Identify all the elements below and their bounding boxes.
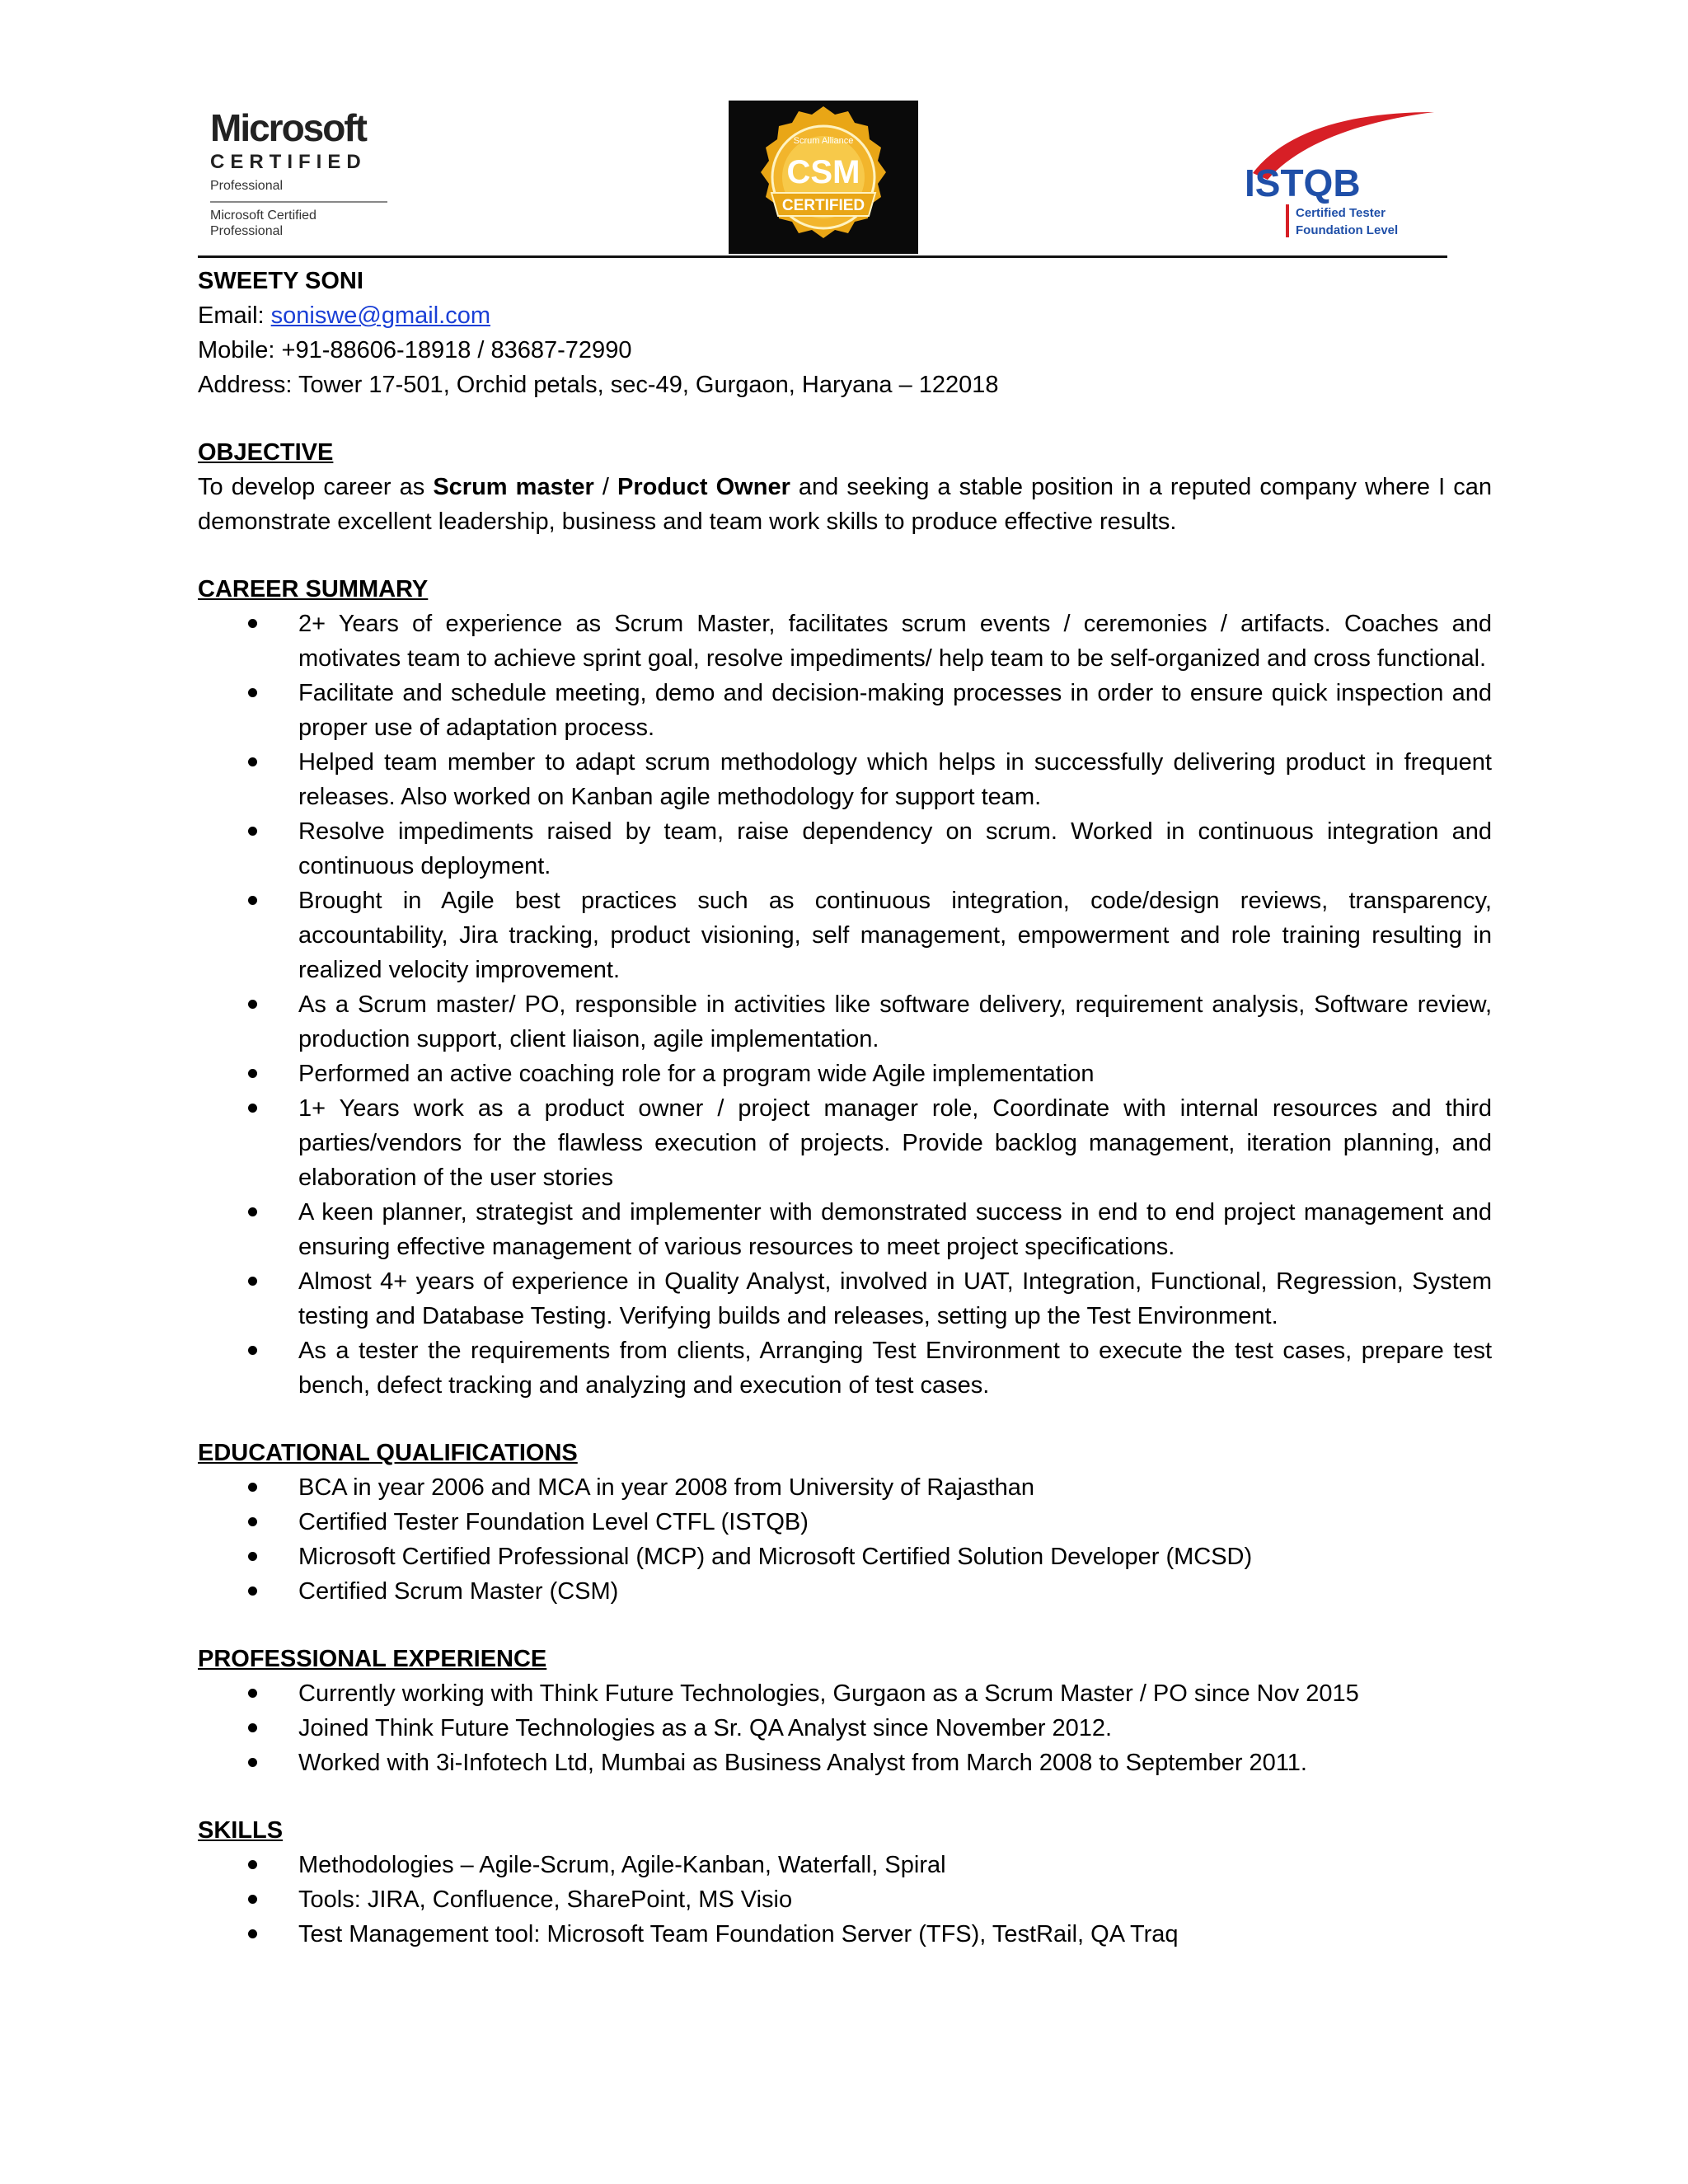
experience-heading: PROFESSIONAL EXPERIENCE (198, 1646, 547, 1672)
microsoft-level-text: Professional (210, 179, 284, 193)
csm-seal-icon (729, 101, 918, 254)
list-item: Worked with 3i-Infotech Ltd, Mumbai as Business Analyst from March 2008 to September 2011. (198, 1746, 1492, 1780)
spacer (198, 539, 1492, 572)
list-item: Methodologies – Agile-Scrum, Agile-Kanban, Waterfall, Spiral (198, 1848, 1492, 1882)
csm-ribbon-text: CERTIFIED (781, 197, 865, 214)
skills-heading: SKILLS (198, 1817, 284, 1844)
objective-text (198, 470, 1492, 539)
list-item: Almost 4+ years of experience in Quality Analyst, involved in UAT, Integration, Functional, Regression, System testing and Database Testing. Verifying builds and releases, setting up the Test Environment. (198, 1264, 1492, 1333)
csm-top-text: Scrum Alliance (793, 136, 854, 146)
email-label: Email: (198, 302, 271, 329)
list-item: Facilitate and schedule meeting, demo and decision-making processes in order to ensure quick inspection and proper use of adaptation process. (198, 676, 1492, 745)
skills-list (198, 1848, 1492, 1952)
education-heading: EDUCATIONAL QUALIFICATIONS (198, 1440, 578, 1466)
list-item: As a Scrum master/ PO, responsible in activities like software delivery, requirement analysis, Software review, production support, client liaison, agile implementation. (198, 987, 1492, 1057)
list-item: Microsoft Certified Professional (MCP) and Microsoft Certified Solution Developer (MCSD) (198, 1540, 1492, 1574)
list-item: 2+ Years of experience as Scrum Master, facilitates scrum events / ceremonies / artifacts. Coaches and motivates team to achieve sprint goal, resolve impediments/ help team to be self-organized and cross functional. (198, 607, 1492, 676)
list-item: Test Management tool: Microsoft Team Foundation Server (TFS), TestRail, QA Traq (198, 1917, 1492, 1952)
istqb-red-bar (1286, 204, 1289, 237)
list-item: BCA in year 2006 and MCA in year 2008 from University of Rajasthan (198, 1470, 1492, 1505)
istqb-name-text: ISTQB (1245, 162, 1361, 204)
microsoft-brand-text: Microsoft (210, 106, 366, 149)
list-item: Currently working with Think Future Technologies, Gurgaon as a Scrum Master / PO since Nov 2015 (198, 1676, 1492, 1711)
mobile-line: Mobile: +91-88606-18918 / 83687-72990 (198, 337, 632, 363)
education-list (198, 1470, 1492, 1609)
list-item: Tools: JIRA, Confluence, SharePoint, MS Visio (198, 1882, 1492, 1917)
objective-separator: / (593, 474, 617, 500)
csm-main-text: CSM (786, 154, 860, 190)
istqb-logo-icon (1236, 105, 1442, 250)
objective-text-post: and seeking a stable position in a reputed company where I can demonstrate excellent leadership, business and team work skills to produce effective results. (198, 474, 1493, 535)
career-summary-heading: CAREER SUMMARY (198, 576, 429, 602)
experience-list (198, 1676, 1492, 1780)
resume-content (198, 264, 1492, 1952)
list-item: As a tester the requirements from clients, Arranging Test Environment to execute the test cases, prepare test bench, defect tracking and analyzing and execution of test cases. (198, 1333, 1492, 1403)
csm-certified-badge (729, 101, 918, 254)
objective-role-scrum: Scrum master (433, 474, 594, 500)
microsoft-subtitle-line2: Professional (210, 224, 284, 238)
email-link[interactable]: soniswe@gmail.com (270, 302, 490, 329)
spacer (198, 1609, 1492, 1642)
microsoft-certified-text: CERTIFIED (210, 151, 367, 173)
list-item: Brought in Agile best practices such as continuous integration, code/design reviews, transparency, accountability, Jira tracking, product visioning, self management, empowerment and role training resulting in realized velocity improvement. (198, 883, 1492, 987)
list-item: Joined Think Future Technologies as a Sr. QA Analyst since November 2012. (198, 1711, 1492, 1746)
spacer (198, 1403, 1492, 1436)
list-item: Resolve impediments raised by team, raise dependency on scrum. Worked in continuous integration and continuous deployment. (198, 814, 1492, 883)
spacer (198, 1780, 1492, 1813)
istqb-line1-text: Certified Tester (1296, 206, 1386, 220)
email-line (198, 298, 1492, 333)
candidate-name: SWEETY SONI (198, 268, 363, 294)
list-item: Helped team member to adapt scrum methodology which helps in successfully delivering product in frequent releases. Also worked on Kanban agile methodology for support team. (198, 745, 1492, 814)
objective-heading: OBJECTIVE (198, 439, 334, 466)
list-item: Certified Scrum Master (CSM) (198, 1574, 1492, 1609)
header-divider (198, 255, 1447, 258)
microsoft-subtitle-line1: Microsoft Certified (210, 209, 316, 223)
microsoft-logo-divider (210, 201, 387, 203)
career-summary-list (198, 607, 1492, 1403)
spacer (198, 402, 1492, 435)
istqb-logo (1236, 105, 1442, 250)
microsoft-certified-logo (210, 107, 392, 247)
list-item: Performed an active coaching role for a program wide Agile implementation (198, 1057, 1492, 1091)
objective-text-pre: To develop career as (198, 474, 434, 500)
list-item: A keen planner, strategist and implementer with demonstrated success in end to end project management and ensuring effective management of various resources to meet project specifications. (198, 1195, 1492, 1264)
list-item: Certified Tester Foundation Level CTFL (ISTQB) (198, 1505, 1492, 1540)
address-line: Address: Tower 17-501, Orchid petals, sec-49, Gurgaon, Haryana – 122018 (198, 372, 999, 398)
list-item: 1+ Years work as a product owner / project manager role, Coordinate with internal resources and third parties/vendors for the flawless execution of projects. Provide backlog management, iteration planning, and elaboration of the user stories (198, 1091, 1492, 1195)
objective-role-po: Product Owner (617, 474, 790, 500)
istqb-line2-text: Foundation Level (1296, 223, 1399, 237)
